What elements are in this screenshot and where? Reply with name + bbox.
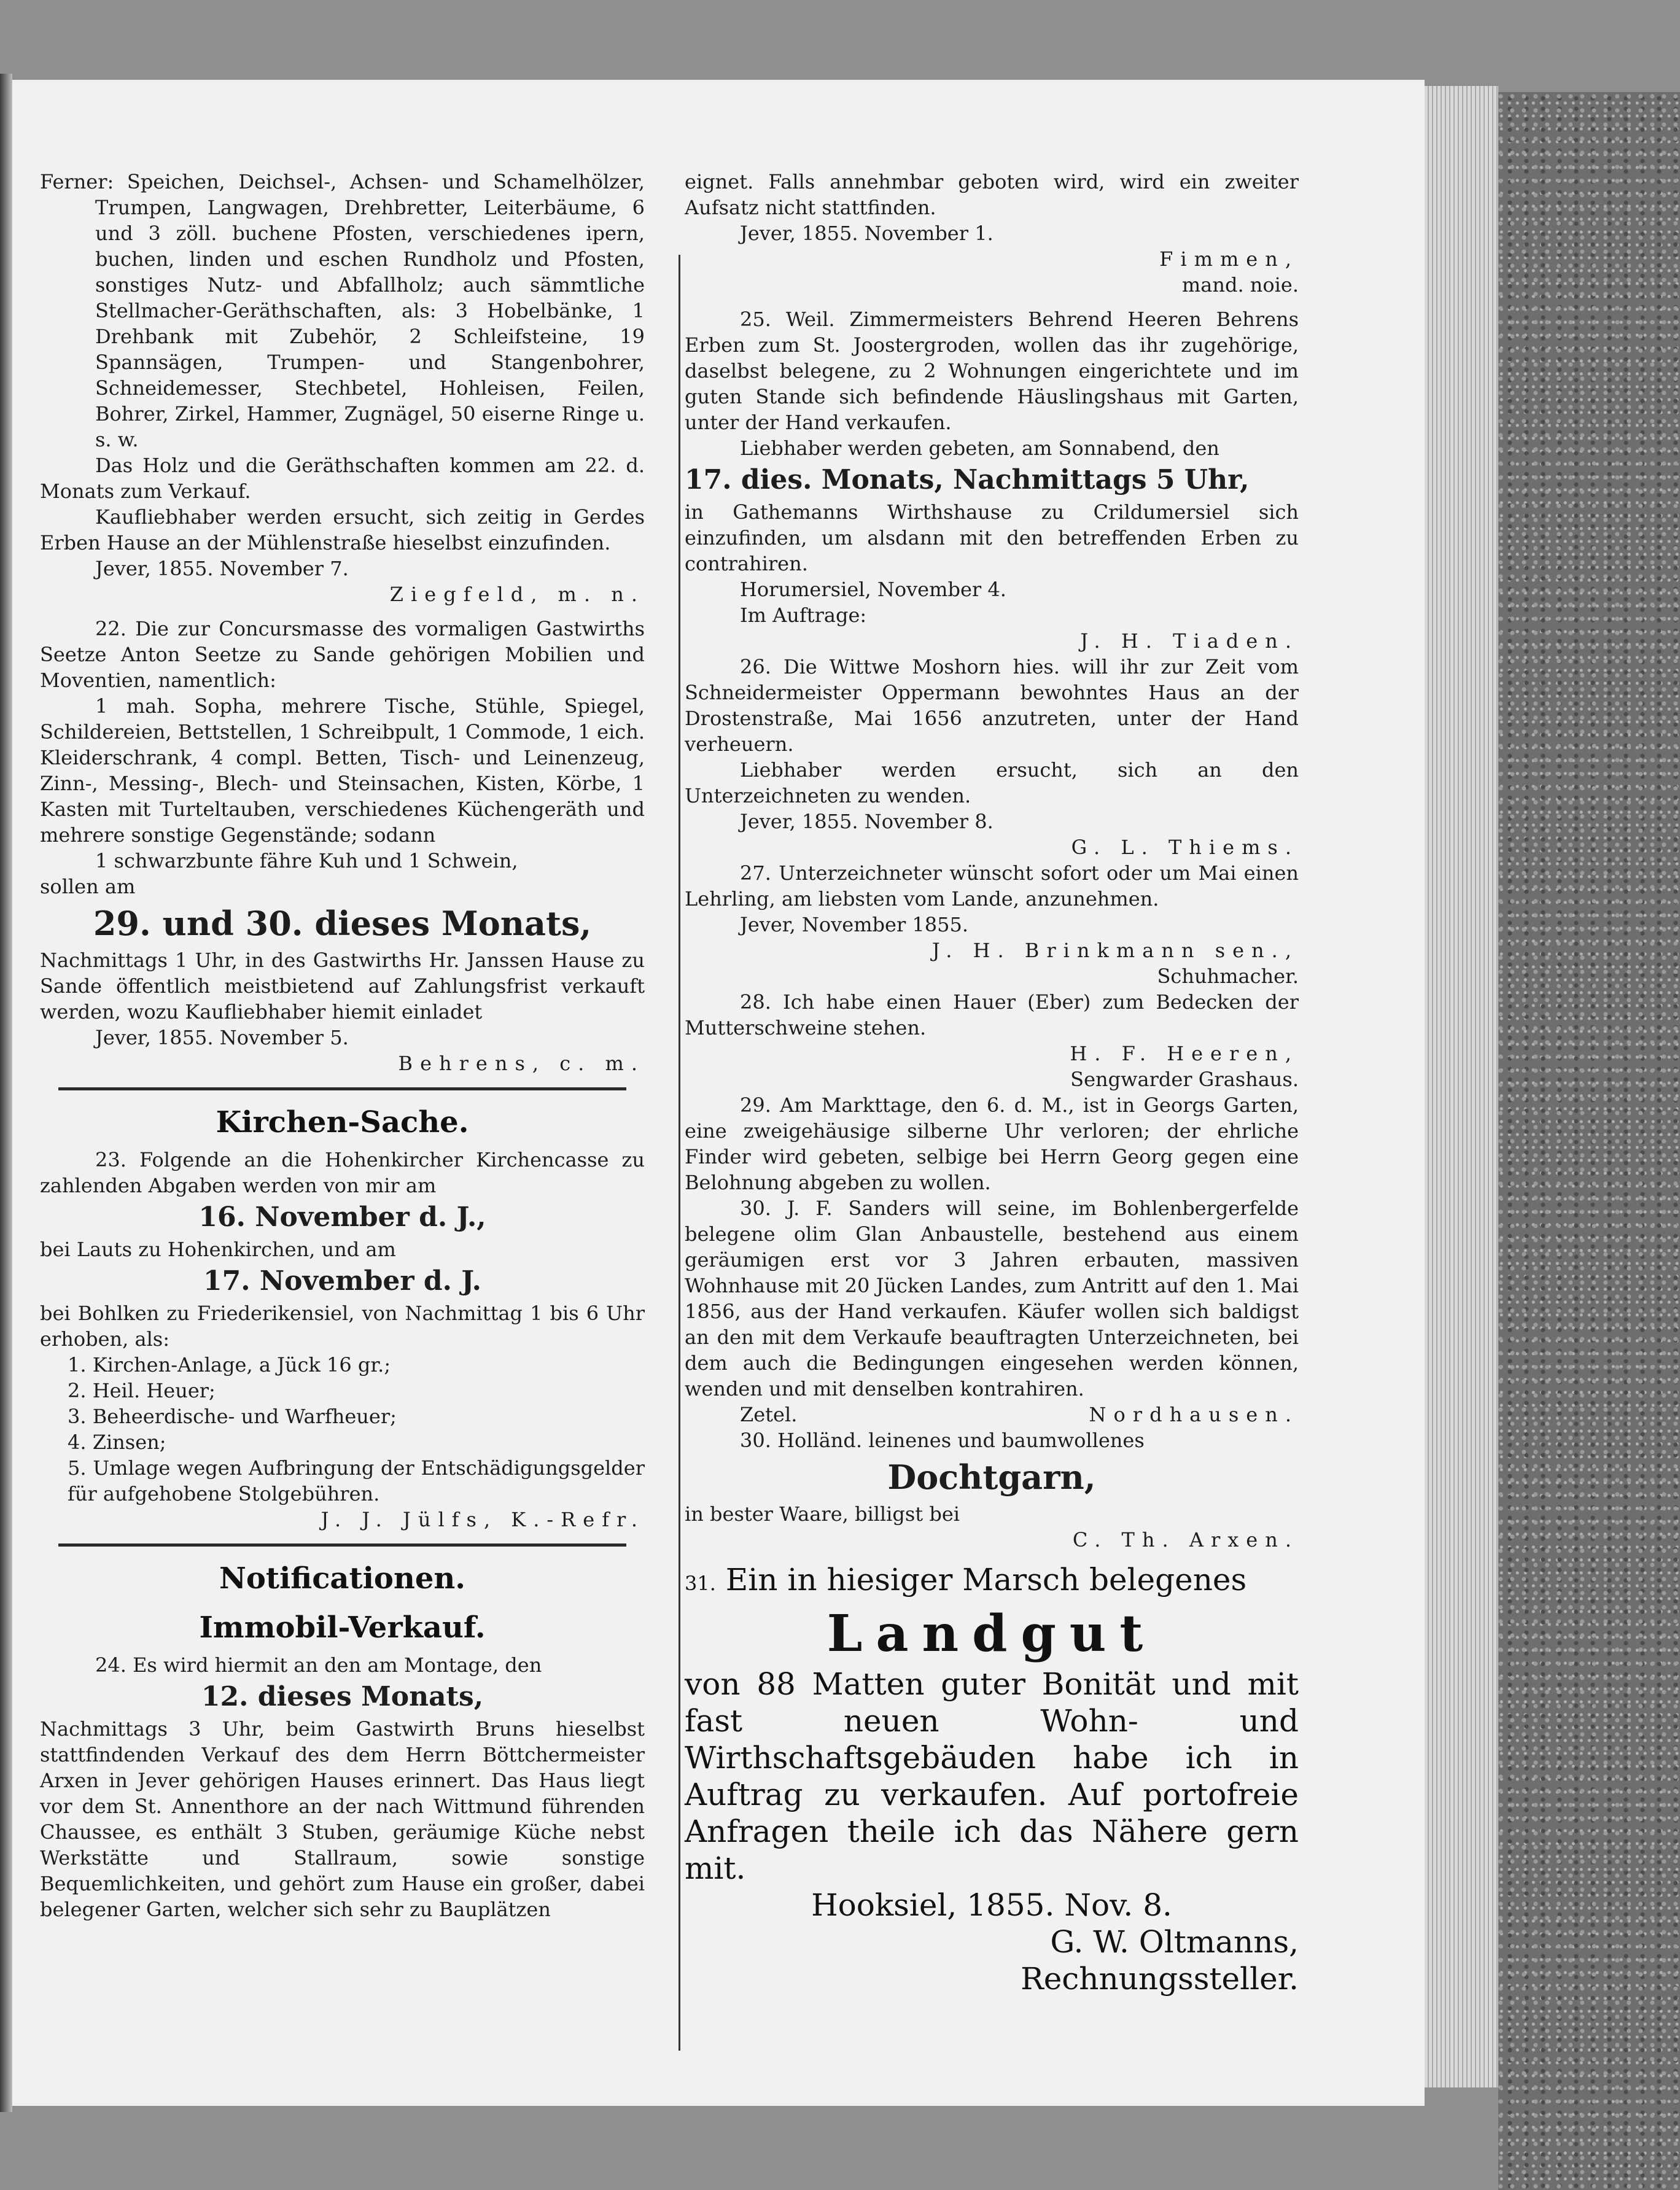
item-27-signature: J. H. Brinkmann sen., <box>931 939 1299 962</box>
item-24-intro: 24. Es wird hiermit an den am Montage, den <box>95 1653 542 1677</box>
item-22-signature: Behrens, c. m. <box>398 1052 645 1075</box>
item-30-place-name: Zetel. <box>740 1403 798 1426</box>
item-24-details: Nachmittags 3 Uhr, beim Gastwirth Bruns hieselbst stattfindenden Verkauf des dem Herrn Böttchermeister Arxen in Jever gehörigen Hauses erinnert. Das Haus liegt vor dem St. Annenthore an der nach Wittmund führenden Chaussee, es enthält 3 Stuben, geräumige Küche nebst Werkstätte und Stallraum, sowie sonstige Bequemlichkeiten, und gehört zum Hause ein großer, dabei belegener Garten, welcher sich sehr zu Bauplätzen <box>40 1717 645 1921</box>
item-22-details: Nachmittags 1 Uhr, in des Gastwirths Hr. Janssen Hause zu Sande öffentlich meistbietend auf Zahlungsfrist verkauft werden, wozu Kaufliebhaber hiemit einladet <box>40 949 645 1023</box>
column-divider <box>679 255 680 2051</box>
item-31-body: von 88 Matten guter Bonität und mit fast neuen Wohn- und Wirthschaftsgebäuden habe ich in Auftrag zu verkaufen. Auf portofreie Anfragen theile ich das Nähere gern mit. <box>685 1666 1299 1886</box>
item-31-dateline: Hooksiel, 1855. Nov. 8. <box>811 1887 1172 1923</box>
item-28-text: 28. Ich habe einen Hauer (Eber) zum Bedecken der Mutterschweine stehen. <box>685 990 1299 1039</box>
book-cover-marbled <box>1498 92 1680 2190</box>
item-22-sollen: sollen am <box>40 875 136 898</box>
item-28-signature-title: Sengwarder Grashaus. <box>1070 1068 1299 1091</box>
item-28-signature: H. F. Heeren, <box>1070 1042 1299 1065</box>
item-24-signature-title: mand. noie. <box>1181 273 1299 297</box>
section-rule <box>58 1543 626 1547</box>
section-heading-kirchen: Kirchen-Sache. <box>216 1105 469 1140</box>
item-27-dateline: Jever, November 1855. <box>740 913 969 936</box>
item-30-text: 30. J. F. Sanders will seine, im Bohlenbergerfelde belegene olim Glan Anbaustelle, bestehend aus einem geräumigen erst vor 3 Jahren erbauten, massiven Wohnhause mit 20 Jücken Landes, zum Antritt auf den 1. Mai 1856, aus der Hand verkaufen. Käufer wollen sich baldigst an den mit dem Verkaufe beauftragten Unterzeichneten, bei dem auch die Bedingungen eingesehen werden können, wenden und mit denselben kontrahiren. <box>685 1197 1299 1400</box>
item-23-intro: 23. Folgende an die Hohenkircher Kirchencasse zu zahlenden Abgaben werden von mir am <box>40 1148 645 1197</box>
item-23-location-1: bei Lauts zu Hohenkirchen, und am <box>40 1238 396 1261</box>
item-23-list-1: 1. Kirchen-Anlage, a Jück 16 gr.; <box>68 1353 391 1377</box>
item-26-signature: G. L. Thiems. <box>1071 836 1299 859</box>
item-27-signature-title: Schuhmacher. <box>1157 965 1299 988</box>
item-26-dateline: Jever, 1855. November 8. <box>740 810 994 833</box>
item-23-location-2: bei Bohlken zu Friederikensiel, von Nachmittag 1 bis 6 Uhr erhoben, als: <box>40 1302 645 1351</box>
item-21-signature: Ziegfeld, m. n. <box>389 583 645 606</box>
item-24-continued: eignet. Falls annehmbar geboten wird, wird ein zweiter Aufsatz nicht stattfinden. <box>685 170 1299 219</box>
left-column <box>40 169 645 1922</box>
item-31-intro <box>685 1561 1299 1602</box>
item-21-dateline: Jever, 1855. November 7. <box>95 557 349 580</box>
item-23-list-4: 4. Zinsen; <box>68 1431 166 1454</box>
item-25-signature: J. H. Tiaden. <box>1080 629 1299 653</box>
item-30b-text: 30. Holländ. leinenes und baumwollenes <box>740 1429 1145 1452</box>
item-22-intro: 22. Die zur Concursmasse des vormaligen Gastwirths Seetze Anton Seetze zu Sande gehörigen Mobilien und Moventien, namentlich: <box>40 617 645 692</box>
page-stack-edges <box>1425 86 1498 2087</box>
item-22-list: 1 mah. Sopha, mehrere Tische, Stühle, Spiegel, Schildereien, Bettstellen, 1 Schreibpult, 1 Commode, 1 eich. Kleiderschrank, 4 compl. Betten, Tisch- und Leinenzeug, Zinn-, Messing-, Blech- und Steinsachen, Kisten, Körbe, 1 Kasten mit Turteltauben, verschiedenes Küchengeräth und mehrere sonstige Gegenstände; sodann <box>40 694 645 847</box>
item-21-invitation: Kaufliebhaber werden ersucht, sich zeitig in Gerdes Erben Hause an der Mühlenstraße hieselbst einzufinden. <box>40 505 645 554</box>
newspaper-page <box>12 80 1425 2106</box>
item-22-dateline: Jever, 1855. November 5. <box>95 1026 349 1049</box>
item-29-text: 29. Am Markttage, den 6. d. M., ist in Georgs Garten, eine zweigehäusige silberne Uhr verloren; der ehrliche Finder wird gebeten, selbige bei Herrn Georg gegen eine Belohnung abgeben zu wollen. <box>685 1093 1299 1194</box>
binding-shadow <box>0 74 12 2112</box>
item-31-signature: G. W. Oltmanns, <box>1050 1924 1299 1960</box>
item-30b-signature: C. Th. Arxen. <box>1072 1528 1299 1551</box>
item-25-auftrag: Im Auftrage: <box>740 604 867 627</box>
item-25-invitation: Liebhaber werden gebeten, am Sonnabend, den <box>740 437 1219 460</box>
item-24-dateline: Jever, 1855. November 1. <box>740 222 994 245</box>
item-26-text: 26. Die Wittwe Moshorn hies. will ihr zur Zeit vom Schneidermeister Oppermann bewohntes Haus an der Drostenstraße, Mai 1656 anzutreten, unter der Hand verheuern. <box>685 655 1299 756</box>
item-23-date-1: 16. November d. J., <box>198 1202 486 1233</box>
item-22-date: 29. und 30. dieses Monats, <box>93 904 592 943</box>
right-column <box>685 169 1299 1997</box>
item-22-livestock: 1 schwarzbunte fähre Kuh und 1 Schwein, <box>95 849 518 872</box>
item-26-contact: Liebhaber werden ersucht, sich an den Unterzeichneten zu wenden. <box>685 758 1299 807</box>
item-25-dateline: Horumersiel, November 4. <box>740 578 1006 601</box>
item-31-signature-title: Rechnungssteller. <box>1021 1961 1299 1997</box>
item-23-list-2: 2. Heil. Heuer; <box>68 1379 216 1402</box>
item-30b-product: Dochtgarn, <box>887 1458 1096 1497</box>
item-21-sale-date: Das Holz und die Geräthschaften kommen am 22. d. Monats zum Verkauf. <box>40 454 645 503</box>
item-23-list-5: 5. Umlage wegen Aufbringung der Entschädigungsgelder für aufgehobene Stolgebühren. <box>68 1456 645 1505</box>
item-31-headline: Ein in hiesiger Marsch belegenes <box>725 1562 1247 1598</box>
item-23-date-2: 17. November d. J. <box>203 1265 481 1297</box>
item-27-text: 27. Unterzeichneter wünscht sofort oder um Mai einen Lehrling, am liebsten vom Lande, anzunehmen. <box>685 861 1299 911</box>
section-heading-notificationen: Notificationen. <box>219 1561 465 1596</box>
item-30-signature: Nordhausen. <box>1089 1403 1299 1426</box>
item-30b-offer: in bester Waare, billigst bei <box>685 1502 960 1526</box>
item-25-intro: 25. Weil. Zimmermeisters Behrend Heeren Behrens Erben zum St. Joostergroden, wollen das ihr zugehörige, daselbst belegene, zu 2 Wohnungen eingerichtete und im guten Stande sich befindende Häuslingshaus mit Garten, unter der Hand verkaufen. <box>685 308 1299 434</box>
subheading-immobil: Immobil-Verkauf. <box>199 1610 486 1645</box>
item-23-signature: J. J. Jülfs, K.-Refr. <box>321 1508 645 1531</box>
item-31-landgut: Landgut <box>826 1604 1157 1663</box>
item-31-number: 31. <box>685 1572 716 1595</box>
item-21-continued: Ferner: Speichen, Deichsel-, Achsen- und Schamelhölzer, Trumpen, Langwagen, Drehbretter, Leiterbäume, 6 und 3 zöll. buchene Pfosten, verschiedenes ipern, buchen, linden und eschen Rundholz und Pfosten, sonstiges Nutz- und Abfallholz; auch sämmtliche Stellmacher-Geräthschaften, als: 3 Hobelbänke, 1 Drehbank mit Zubehör, 2 Schleifsteine, 19 Spannsägen, Trumpen- und Stangenbohrer, Schneidemesser, Stechbetel, Hohleisen, Feilen, Bohrer, Zirkel, Hammer, Zugnägel, 50 eiserne Ringe u. s. w. <box>40 170 645 451</box>
item-24-signature: Fimmen, <box>1159 247 1299 271</box>
item-24-date: 12. dieses Monats, <box>201 1681 484 1712</box>
item-25-details: in Gathemanns Wirthshause zu Crildumersiel sich einzufinden, um alsdann mit den betreffenden Erben zu contrahiren. <box>685 500 1299 575</box>
item-25-date: 17. dies. Monats, Nachmittags 5 Uhr, <box>685 464 1250 495</box>
item-30-place <box>685 1402 1299 1427</box>
section-rule <box>58 1087 626 1090</box>
item-23-list-3: 3. Beheerdische- und Warfheuer; <box>68 1405 397 1428</box>
